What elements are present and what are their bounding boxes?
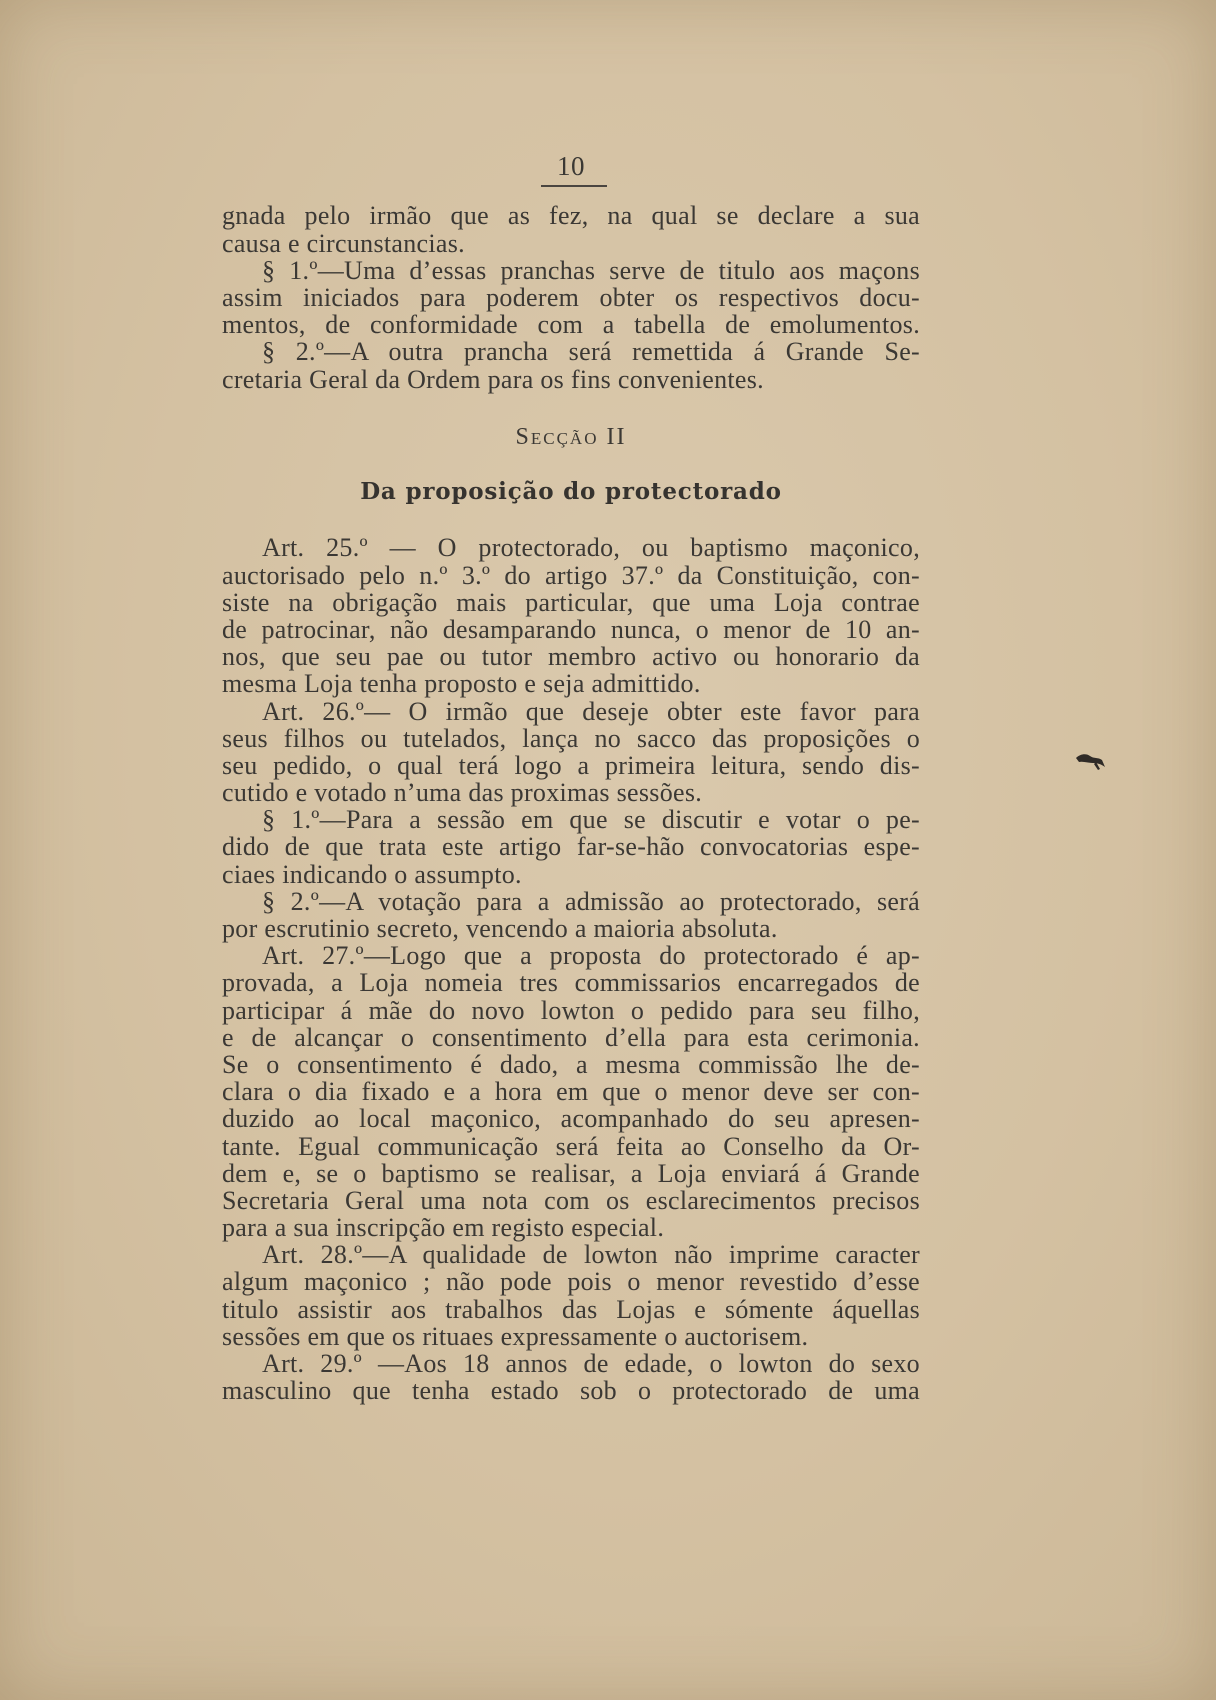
section-title: Da proposição do protectorado [360, 478, 782, 505]
text-line: Art. 28.º—A qualidade de lowton não imprime caracter [262, 1240, 920, 1270]
text-line: § 2.º—A outra prancha será remettida á Grande Se- [262, 337, 920, 367]
text-line: Se o consentimento é dado, a mesma commissão lhe de- [222, 1049, 920, 1079]
text-line: mentos, de conformidade com a tabella de emolumentos. [222, 310, 920, 340]
text-line: Art. 26.º— O irmão que deseje obter este favor para [262, 696, 920, 726]
text-line: e de alcançar o consentimento d’ella para esta cerimonia. [222, 1022, 920, 1052]
section-label: Secção II [515, 424, 627, 450]
ink-blot [1074, 748, 1108, 772]
page-number: 10 [557, 151, 585, 181]
text-line: Art. 29.º —Aos 18 annos de edade, o lowton do sexo [262, 1349, 920, 1379]
text-line: Art. 27.º—Logo que a proposta do protectorado é ap- [262, 941, 920, 971]
text-line: provada, a Loja nomeia tres commissarios encarregados de [222, 968, 920, 998]
text-line: de patrocinar, não desamparando nunca, o menor de 10 an- [222, 614, 920, 644]
text-line: cutido e votado n’uma das proximas sessões. [222, 778, 703, 808]
text-line: clara o dia fixado e a hora em que o menor deve ser con- [222, 1077, 920, 1107]
text-line: § 1.º—Uma d’essas pranchas serve de titulo aos maçons [262, 255, 920, 285]
text-line: algum maçonico ; não pode pois o menor revestido d’esse [222, 1267, 920, 1297]
text-line: Secretaria Geral uma nota com os esclarecimentos precisos [222, 1185, 920, 1215]
text-line: causa e circunstancias. [222, 228, 465, 258]
text-line: dido de que trata este artigo far-se-hão convocatorias espe- [222, 832, 920, 862]
text-line: gnada pelo irmão que as fez, na qual se declare a sua [222, 201, 920, 231]
text-line: titulo assistir aos trabalhos das Lojas e sómente áquellas [222, 1294, 920, 1324]
text-line: siste na obrigação mais particular, que uma Loja contrae [222, 587, 920, 617]
text-line: § 1.º—Para a sessão em que se discutir e votar o pe- [262, 805, 920, 835]
text-line: cretaria Geral da Ordem para os fins convenientes. [222, 364, 764, 394]
text-line: tante. Egual communicação será feita ao Conselho da Or- [222, 1131, 920, 1161]
text-line: Art. 25.º — O protectorado, ou baptismo maçonico, [262, 533, 920, 563]
text-line: masculino que tenha estado sob o protectorado de uma [222, 1376, 920, 1406]
text-line: ciaes indicando o assumpto. [222, 859, 522, 889]
page-number-rule [541, 185, 607, 187]
text-line: assim iniciados para poderem obter os respectivos docu- [222, 282, 920, 312]
text-line: para a sua inscripção em registo especial. [222, 1213, 665, 1243]
text-line: duzido ao local maçonico, acompanhado do seu apresen- [222, 1104, 920, 1134]
text-block [222, 202, 920, 392]
text-line: participar á mãe do novo lowton o pedido para seu filho, [222, 995, 920, 1025]
text-line: mesma Loja tenha proposto e seja admittido. [222, 669, 701, 699]
text-line: § 2.º—A votação para a admissão ao protectorado, será [262, 886, 920, 916]
text-line: nos, que seu pae ou tutor membro activo ou honorario da [222, 642, 920, 672]
text-line: seu pedido, o qual terá logo a primeira leitura, sendo dis- [222, 750, 920, 780]
text-line: seus filhos ou tutelados, lança no sacco das proposições o [222, 723, 920, 753]
text-line: auctorisado pelo n.º 3.º do artigo 37.º da Constituição, con- [222, 560, 920, 590]
text-line: sessões em que os rituaes expressamente o auctorisem. [222, 1321, 809, 1351]
text-block [222, 534, 920, 1404]
text-line: por escrutinio secreto, vencendo a maioria absoluta. [222, 914, 778, 944]
text-line: dem e, se o baptismo se realisar, a Loja enviará á Grande [222, 1158, 920, 1188]
